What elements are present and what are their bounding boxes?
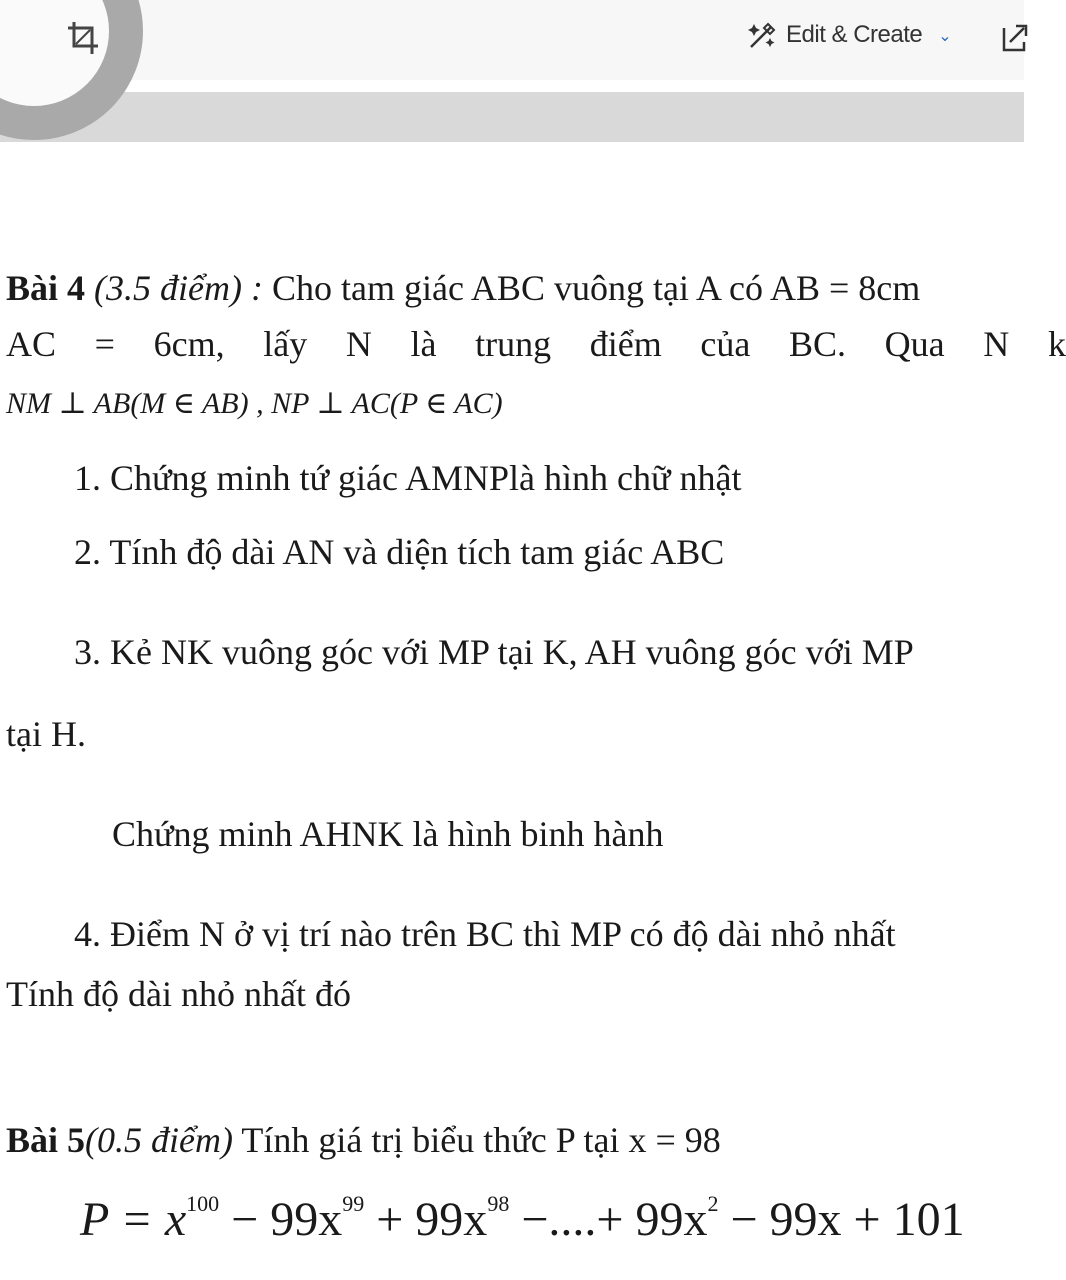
bai4-item4-cont: Tính độ dài nhỏ nhất đó xyxy=(6,974,351,1014)
bai4-line1 xyxy=(6,266,920,310)
bai4-points: (3.5 điểm) : xyxy=(94,268,263,308)
bai4-item3-cont: tại H. xyxy=(6,714,86,754)
bai4-item3-sub: Chứng minh AHNK là hình binh hành xyxy=(112,814,664,854)
exponent: 2 xyxy=(707,1191,719,1216)
word: BC. xyxy=(789,324,847,364)
word: AC xyxy=(6,324,57,364)
word: = xyxy=(94,324,115,364)
word: điểm xyxy=(589,324,662,364)
bai5-line xyxy=(6,1118,721,1162)
word: của xyxy=(700,324,751,364)
exponent: 98 xyxy=(487,1191,510,1216)
word: trung xyxy=(475,324,552,364)
bai4-item1: 1. Chứng minh tứ giác AMNPlà hình chữ nhật xyxy=(74,458,742,498)
bai5-heading: Bài 5 xyxy=(6,1120,86,1160)
formula-term: − 99x xyxy=(219,1193,343,1246)
exponent: 100 xyxy=(186,1191,220,1216)
word: k xyxy=(1047,324,1066,364)
crop-icon[interactable] xyxy=(66,20,100,56)
bai4-math-line: NM ⊥ AB(M ∈ AB) , NP ⊥ AC(P ∈ AC) xyxy=(6,387,503,420)
formula-term: − 99x + 101 xyxy=(718,1193,965,1246)
bai5-text: Tính giá trị biểu thức P tại x = 98 xyxy=(241,1120,721,1160)
bai4-item3: 3. Kẻ NK vuông góc với MP tại K, AH vuông góc với MP xyxy=(74,632,914,672)
word: Qua xyxy=(884,324,945,364)
formula-term: + 99x xyxy=(364,1193,488,1246)
bai4-line2 xyxy=(6,322,1066,366)
word: lấy xyxy=(263,324,308,364)
edit-create-label: Edit & Create xyxy=(786,21,923,48)
exponent: 99 xyxy=(342,1191,365,1216)
toolbar-divider-band xyxy=(0,92,1024,142)
bai5-points: (0.5 điểm) xyxy=(85,1120,233,1160)
chevron-down-icon: ⌄ xyxy=(938,25,952,45)
word: là xyxy=(410,324,437,364)
share-icon[interactable] xyxy=(1000,22,1028,52)
edit-create-icon xyxy=(748,20,778,50)
bai4-item4: 4. Điểm N ở vị trí nào trên BC thì MP có độ dài nhỏ nhất xyxy=(74,914,896,954)
word: N xyxy=(345,324,372,364)
bai4-line1-text: Cho tam giác ABC vuông tại A có AB = 8cm xyxy=(271,268,921,308)
bai4-heading: Bài 4 xyxy=(6,268,86,308)
word: N xyxy=(983,324,1010,364)
bai4-item2: 2. Tính độ dài AN và diện tích tam giác ABC xyxy=(74,532,725,572)
formula-lhs: P = x xyxy=(80,1193,187,1246)
word: 6cm, xyxy=(153,324,225,364)
edit-create-button[interactable] xyxy=(748,20,952,50)
bai5-formula xyxy=(80,1192,965,1248)
formula-term: −....+ 99x xyxy=(509,1193,708,1246)
